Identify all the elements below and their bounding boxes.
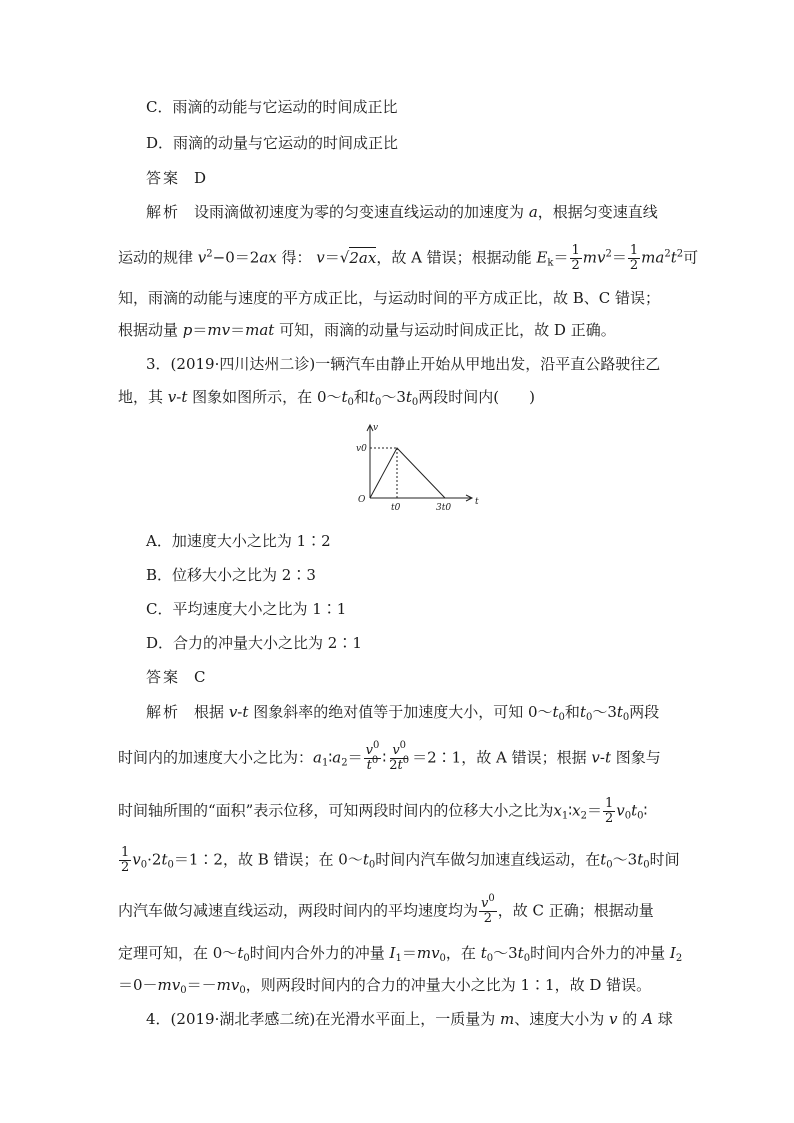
q2-option-d: D．雨滴的动量与它运动的时间成正比 (146, 134, 399, 152)
q2-analysis-line-4: 根据动量 p＝mv＝mat 可知，雨滴的动量与运动时间成正比，故 D 正确。 (118, 321, 616, 339)
q3-stem-line-2: 地，其 v-t 图象如图所示，在 $0\sim t_0$和$t_0\sim 3t_0$两段时间内( ) (118, 388, 535, 408)
fraction-half: $\frac{1}{2}$ (604, 796, 614, 826)
q2-analysis-line-1: 解析 设雨滴做初速度为零的匀变速直线运动的加速度为 a，根据匀变速直线 (146, 203, 658, 221)
q4-stem-line-1: 4．(2019·湖北孝感二统)在光滑水平面上，一质量为 m、速度大小为 v 的 A 球 (146, 1010, 673, 1028)
answer-value: C (194, 668, 206, 686)
q3-analysis-line-2: 时间内的加速度大小之比为：$a_1∶a_2=$ $\frac{v^0}{t^0}$ ∶ $\frac{v^0}{2t^0}$ ＝2∶1，故 A 错误；根据 v-t 图象与 (118, 740, 661, 773)
fraction-half: $\frac{1}{2}$ (121, 845, 130, 875)
q3-stem-line-1: 3．(2019·四川达州二诊)一辆汽车由静止开始从甲地出发，沿平直公路驶往乙 (146, 355, 661, 373)
vt-line (370, 448, 445, 498)
q3-analysis-line-4: $\frac{1}{2}$ $v_0\cdot 2t_0=1∶2$，故 B 错误；在 $0\sim t_0$时间内汽车做匀加速直线运动，在$t_0\sim 3t_0$时间 (121, 845, 680, 875)
q3-answer (146, 667, 716, 687)
3t0-label: 3t0 (436, 503, 452, 513)
q3-option-a: A．加速度大小之比为 1∶2 (146, 532, 331, 550)
analysis-label: 解析 (146, 203, 181, 221)
q3-analysis-line-1: 解析 根据 v-t 图象斜率的绝对值等于加速度大小，可知 $0\sim t_0$和$t_0\sim 3t_0$两段 (146, 703, 660, 723)
sqrt-symbol: √ (339, 248, 350, 267)
q2-option-c: C．雨滴的动能与它运动的时间成正比 (146, 98, 398, 116)
t0-label: t0 (391, 503, 401, 513)
q2-answer (146, 168, 716, 188)
answer-label: 答案 (146, 668, 181, 686)
x-axis-label: t (475, 497, 479, 507)
answer-label: 答案 (146, 169, 181, 187)
q3-option-d: D．合力的冲量大小之比为 2∶1 (146, 634, 362, 652)
q2-analysis-line-3: 知，雨滴的动能与速度的平方成正比，与运动时间的平方成正比，故 B、C 错误； (118, 289, 661, 307)
analysis-label: 解析 (146, 703, 181, 721)
vt-graph (354, 420, 484, 516)
q2-analysis-line-2: 运动的规律 $v^2-0=2ax$ 得： v＝√2ax，故 A 错误；根据动能 $E_k=$ $\frac{1}{2}$ $mv^2=$ $\frac{1}{2}$ $ma^2t^2$可 (118, 243, 699, 273)
fraction-v0-2t0: $\frac{v^0}{2t^0}$ (389, 740, 410, 773)
y-axis-label: v (373, 423, 379, 433)
origin-label: O (358, 495, 366, 505)
v0-label: v0 (356, 444, 367, 454)
fraction-v0-t0: $\frac{v^0}{t^0}$ (365, 740, 380, 773)
q3-option-c: C．平均速度大小之比为 1∶1 (146, 600, 347, 618)
answer-value: D (194, 169, 207, 187)
q3-analysis-line-3: 时间轴所围的“面积”表示位移，可知两段时间内的位移大小之比为$x_1∶x_2=$ $\frac{1}{2}$ $v_0t_0∶$ (118, 796, 648, 826)
q3-analysis-line-7: $=0-mv_0=-mv_0$，则两段时间内的合力的冲量大小之比为 1∶1，故 D 错误。 (118, 976, 652, 996)
q3-analysis-line-5: 内汽车做匀减速直线运动，两段时间内的平均速度均为 $\frac{v^0}{2}$ ，故 C 正确；根据动量 (118, 893, 654, 926)
fraction-half: $\frac{1}{2}$ (571, 243, 580, 273)
fraction-v0-2: $\frac{v^0}{2}$ (481, 893, 495, 926)
q3-option-b: B．位移大小之比为 2∶3 (146, 566, 316, 584)
fraction-half: $\frac{1}{2}$ (629, 243, 639, 273)
q3-analysis-line-6: 定理可知，在 $0\sim t_0$时间内合外力的冲量 $I_1=mv_0$，在 $t_0\sim 3t_0$时间内合外力的冲量 $I_2$ (118, 944, 683, 964)
